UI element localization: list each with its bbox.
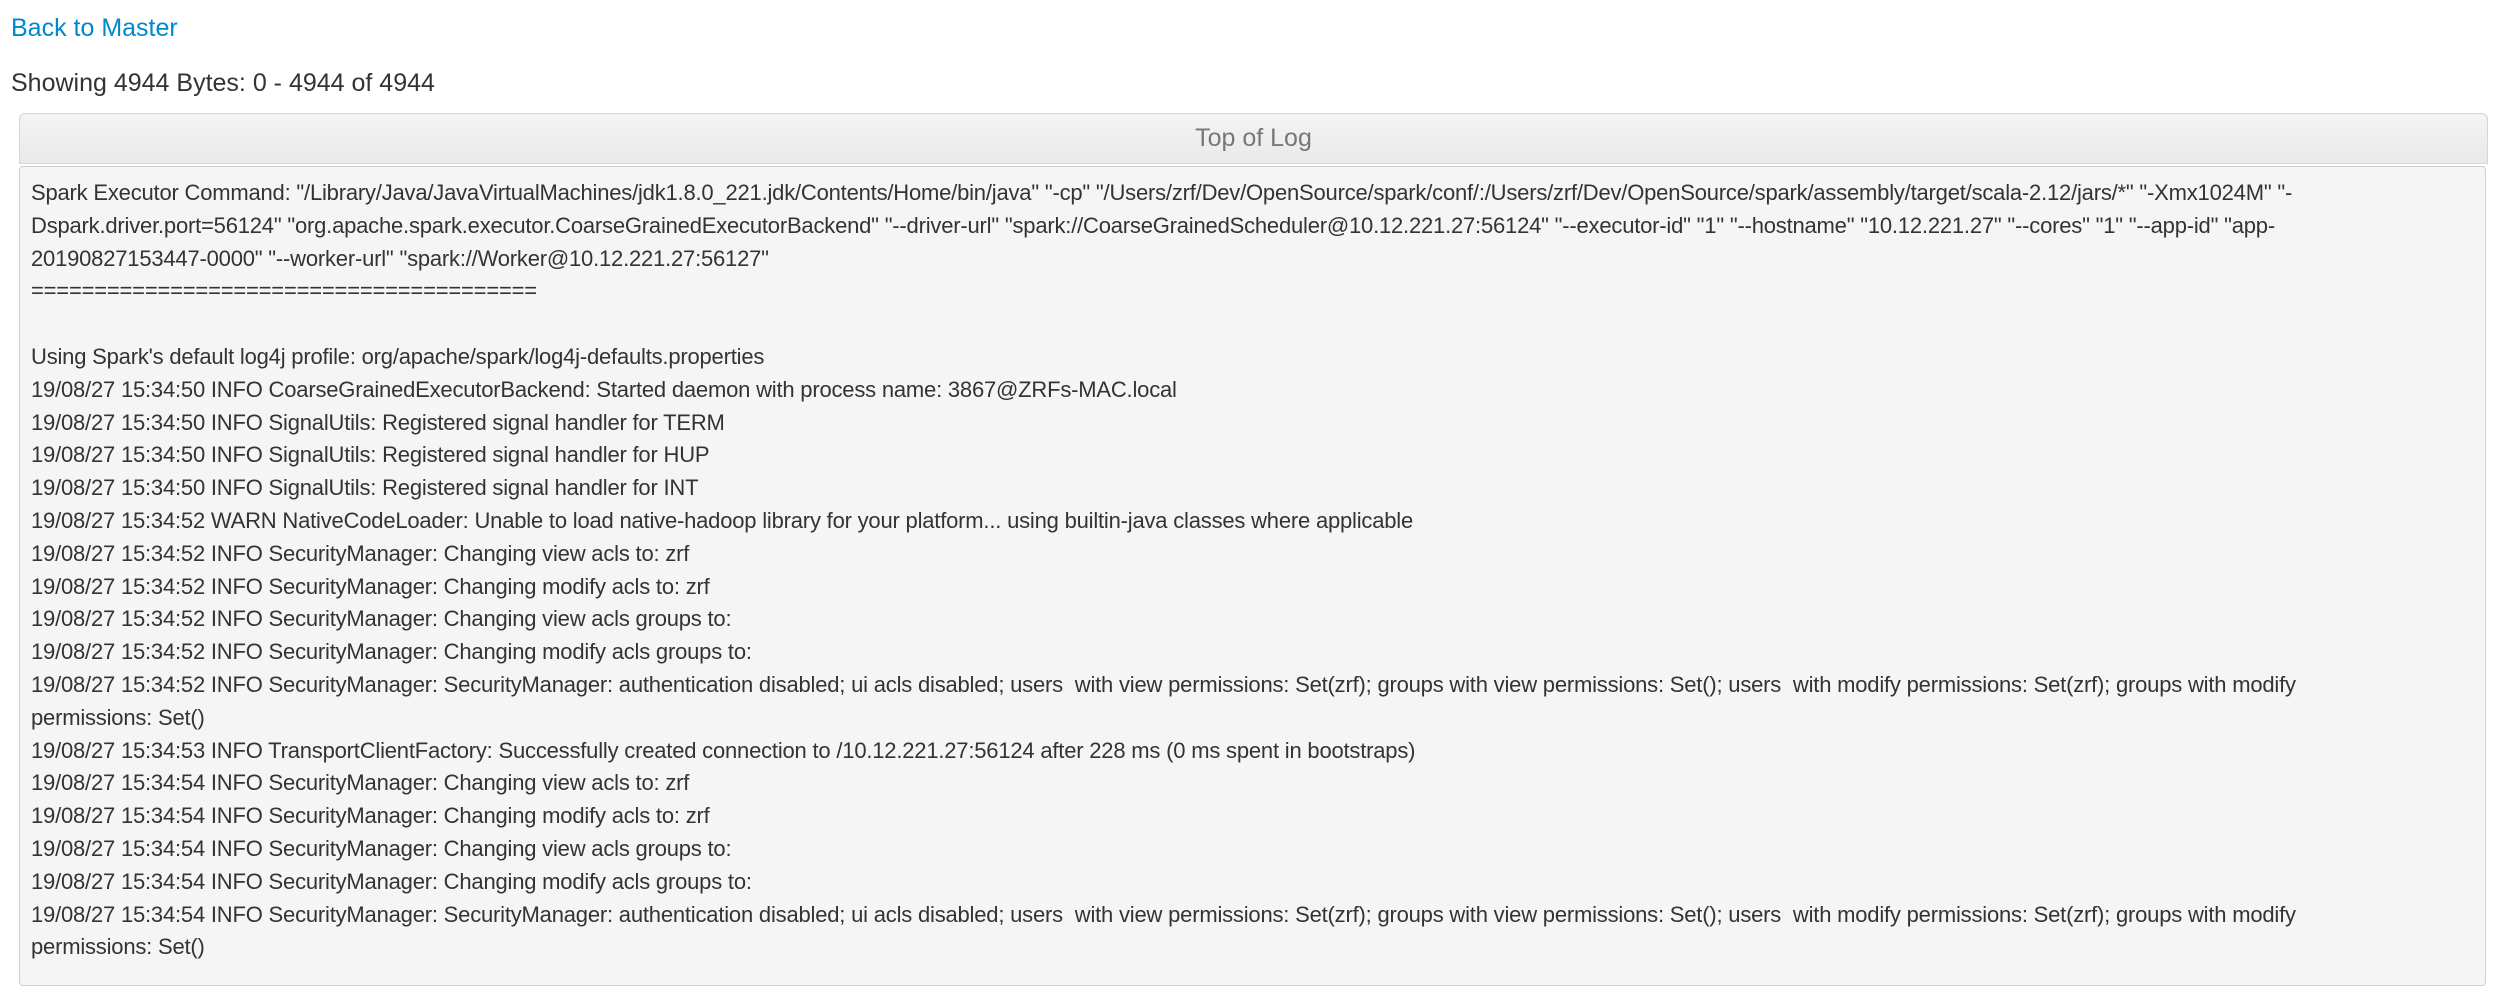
log-line: 19/08/27 15:34:52 INFO SecurityManager: Changing modify acls to: zrf (31, 573, 710, 599)
log-line: 19/08/27 15:34:52 INFO SecurityManager: Changing view acls to: zrf (31, 540, 690, 566)
log-line: Using Spark's default log4j profile: org/apache/spark/log4j-defaults.properties (31, 343, 765, 369)
log-line: 19/08/27 15:34:54 INFO SecurityManager: Changing modify acls to: zrf (31, 803, 710, 829)
log-line (31, 308, 2415, 341)
bytes-summary: Showing 4944 Bytes: 0 - 4944 of 4944 (11, 69, 435, 97)
log-line: ======================================== (31, 278, 537, 304)
log-line: 19/08/27 15:34:54 INFO SecurityManager: Changing modify acls groups to: (31, 868, 758, 894)
log-line: 19/08/27 15:34:54 INFO SecurityManager: SecurityManager: authentication disabled; ui acls disabled; users with view permissions: Set(zrf); groups with view permissions: Set(); users with modify permissions: Set(zrf); groups with modify permissions: Set() (31, 901, 2302, 960)
log-line: 19/08/27 15:34:52 INFO SecurityManager: Changing view acls groups to: (31, 606, 738, 632)
log-line: 19/08/27 15:34:52 INFO SecurityManager: Changing modify acls groups to: (31, 639, 758, 665)
back-to-master-link[interactable]: Back to Master (11, 14, 178, 42)
log-line: 19/08/27 15:34:50 INFO SignalUtils: Registered signal handler for TERM (31, 409, 725, 435)
log-line: 19/08/27 15:34:50 INFO SignalUtils: Registered signal handler for INT (31, 475, 699, 501)
log-line: 19/08/27 15:34:52 WARN NativeCodeLoader: Unable to load native-hadoop library for your platform... using builtin-java classes where applicable (31, 507, 1414, 533)
log-content[interactable] (19, 166, 2486, 986)
log-line: 19/08/27 15:34:52 INFO SecurityManager: SecurityManager: authentication disabled; ui acls disabled; users with view permissions: Set(zrf); groups with view permissions: Set(); users with modify permissions: Set(zrf); groups with modify permissions: Set() (31, 671, 2302, 730)
log-line: Spark Executor Command: "/Library/Java/JavaVirtualMachines/jdk1.8.0_221.jdk/Contents/Home/bin/java" "-cp" "/Users/zrf/Dev/OpenSource/spark/conf/:/Users/zrf/Dev/OpenSource/spark/assembly/target/scala-2.12/jars/*" "-Xmx1024M" "-Dspark.driver.port=56124" "org.apache.spark.executor.CoarseGrainedExecutorBackend" "--driver-url" "spark://CoarseGrainedScheduler@10.12.221.27:56124" "--executor-id" "1" "--hostname" "10.12.221.27" "--cores" "1" "--app-id" "app-20190827153447-0000" "--worker-url" "spark://Worker@10.12.221.27:56127" (31, 180, 2293, 271)
log-line: 19/08/27 15:34:54 INFO SecurityManager: Changing view acls groups to: (31, 835, 738, 861)
log-line: 19/08/27 15:34:50 INFO CoarseGrainedExecutorBackend: Started daemon with process name: 3867@ZRFs-MAC.local (31, 376, 1177, 402)
log-line: 19/08/27 15:34:53 INFO TransportClientFactory: Successfully created connection to /10.12.221.27:56124 after 228 ms (0 ms spent in bootstraps) (31, 737, 1416, 763)
top-of-log-button[interactable]: Top of Log (19, 113, 2488, 164)
log-line: 19/08/27 15:34:50 INFO SignalUtils: Registered signal handler for HUP (31, 442, 710, 468)
log-line: 19/08/27 15:34:54 INFO SecurityManager: Changing view acls to: zrf (31, 770, 690, 796)
